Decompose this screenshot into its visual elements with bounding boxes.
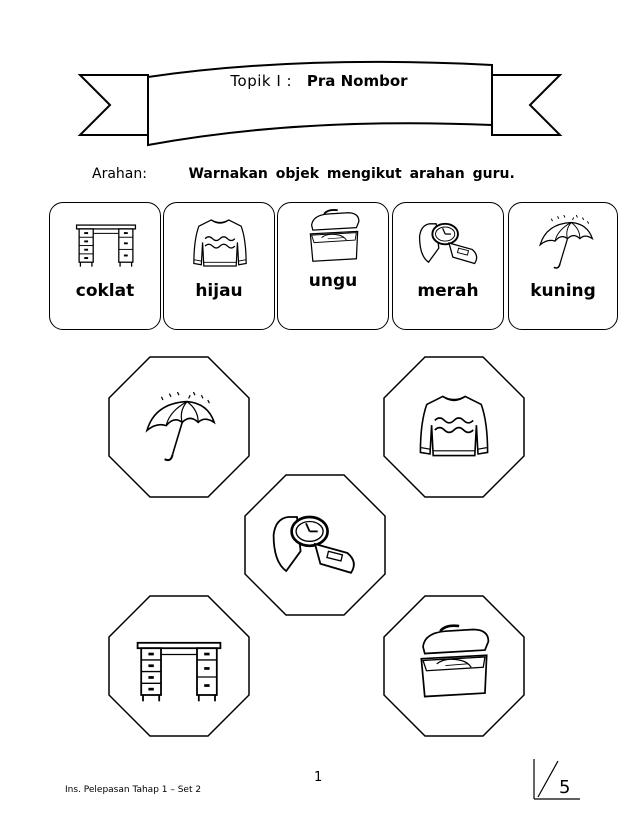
lunchbox-icon <box>421 626 488 697</box>
octagon-frame <box>383 595 525 737</box>
page-number: 1 <box>314 770 323 785</box>
color-card-sweater <box>163 202 275 330</box>
footer-text: Ins. Pelepasan Tahap 1 – Set 2 <box>65 785 202 795</box>
desk-icon <box>74 215 138 271</box>
topic-name: Pra Nombor <box>306 72 408 90</box>
instruction-label: Arahan: <box>92 166 147 182</box>
octagon-desk <box>108 595 250 737</box>
color-label: merah <box>417 281 479 301</box>
color-card-umbrella <box>508 202 618 330</box>
octagon-lunchbox <box>383 595 525 737</box>
color-card-desk <box>49 202 161 330</box>
topic-banner-ribbon <box>70 55 570 150</box>
octagon-frame <box>383 356 525 498</box>
instruction <box>92 166 515 182</box>
instruction-text: Warnakan objek mengikut arahan guru. <box>188 166 515 182</box>
color-label: ungu <box>308 271 358 291</box>
color-card-watch <box>392 202 504 330</box>
octagon-sweater <box>383 356 525 498</box>
octagon-umbrella <box>108 356 250 498</box>
sweater-icon <box>420 396 487 455</box>
score-mark-frame <box>528 757 580 801</box>
octagon-frame <box>108 356 250 498</box>
octagon-frame <box>244 474 386 616</box>
sweater-icon <box>188 215 252 271</box>
color-label: hijau <box>195 281 243 301</box>
topic-title <box>148 72 490 90</box>
color-card-lunchbox <box>277 202 389 330</box>
octagon-frame <box>108 595 250 737</box>
watch-icon <box>417 215 481 271</box>
color-label: coklat <box>75 281 135 301</box>
lunchbox-icon <box>302 209 366 265</box>
color-label: kuning <box>530 281 596 301</box>
score-mark: 5 <box>559 777 571 798</box>
topic-label: Topik I : <box>230 72 293 90</box>
octagon-watch <box>244 474 386 616</box>
umbrella-icon <box>533 215 597 271</box>
